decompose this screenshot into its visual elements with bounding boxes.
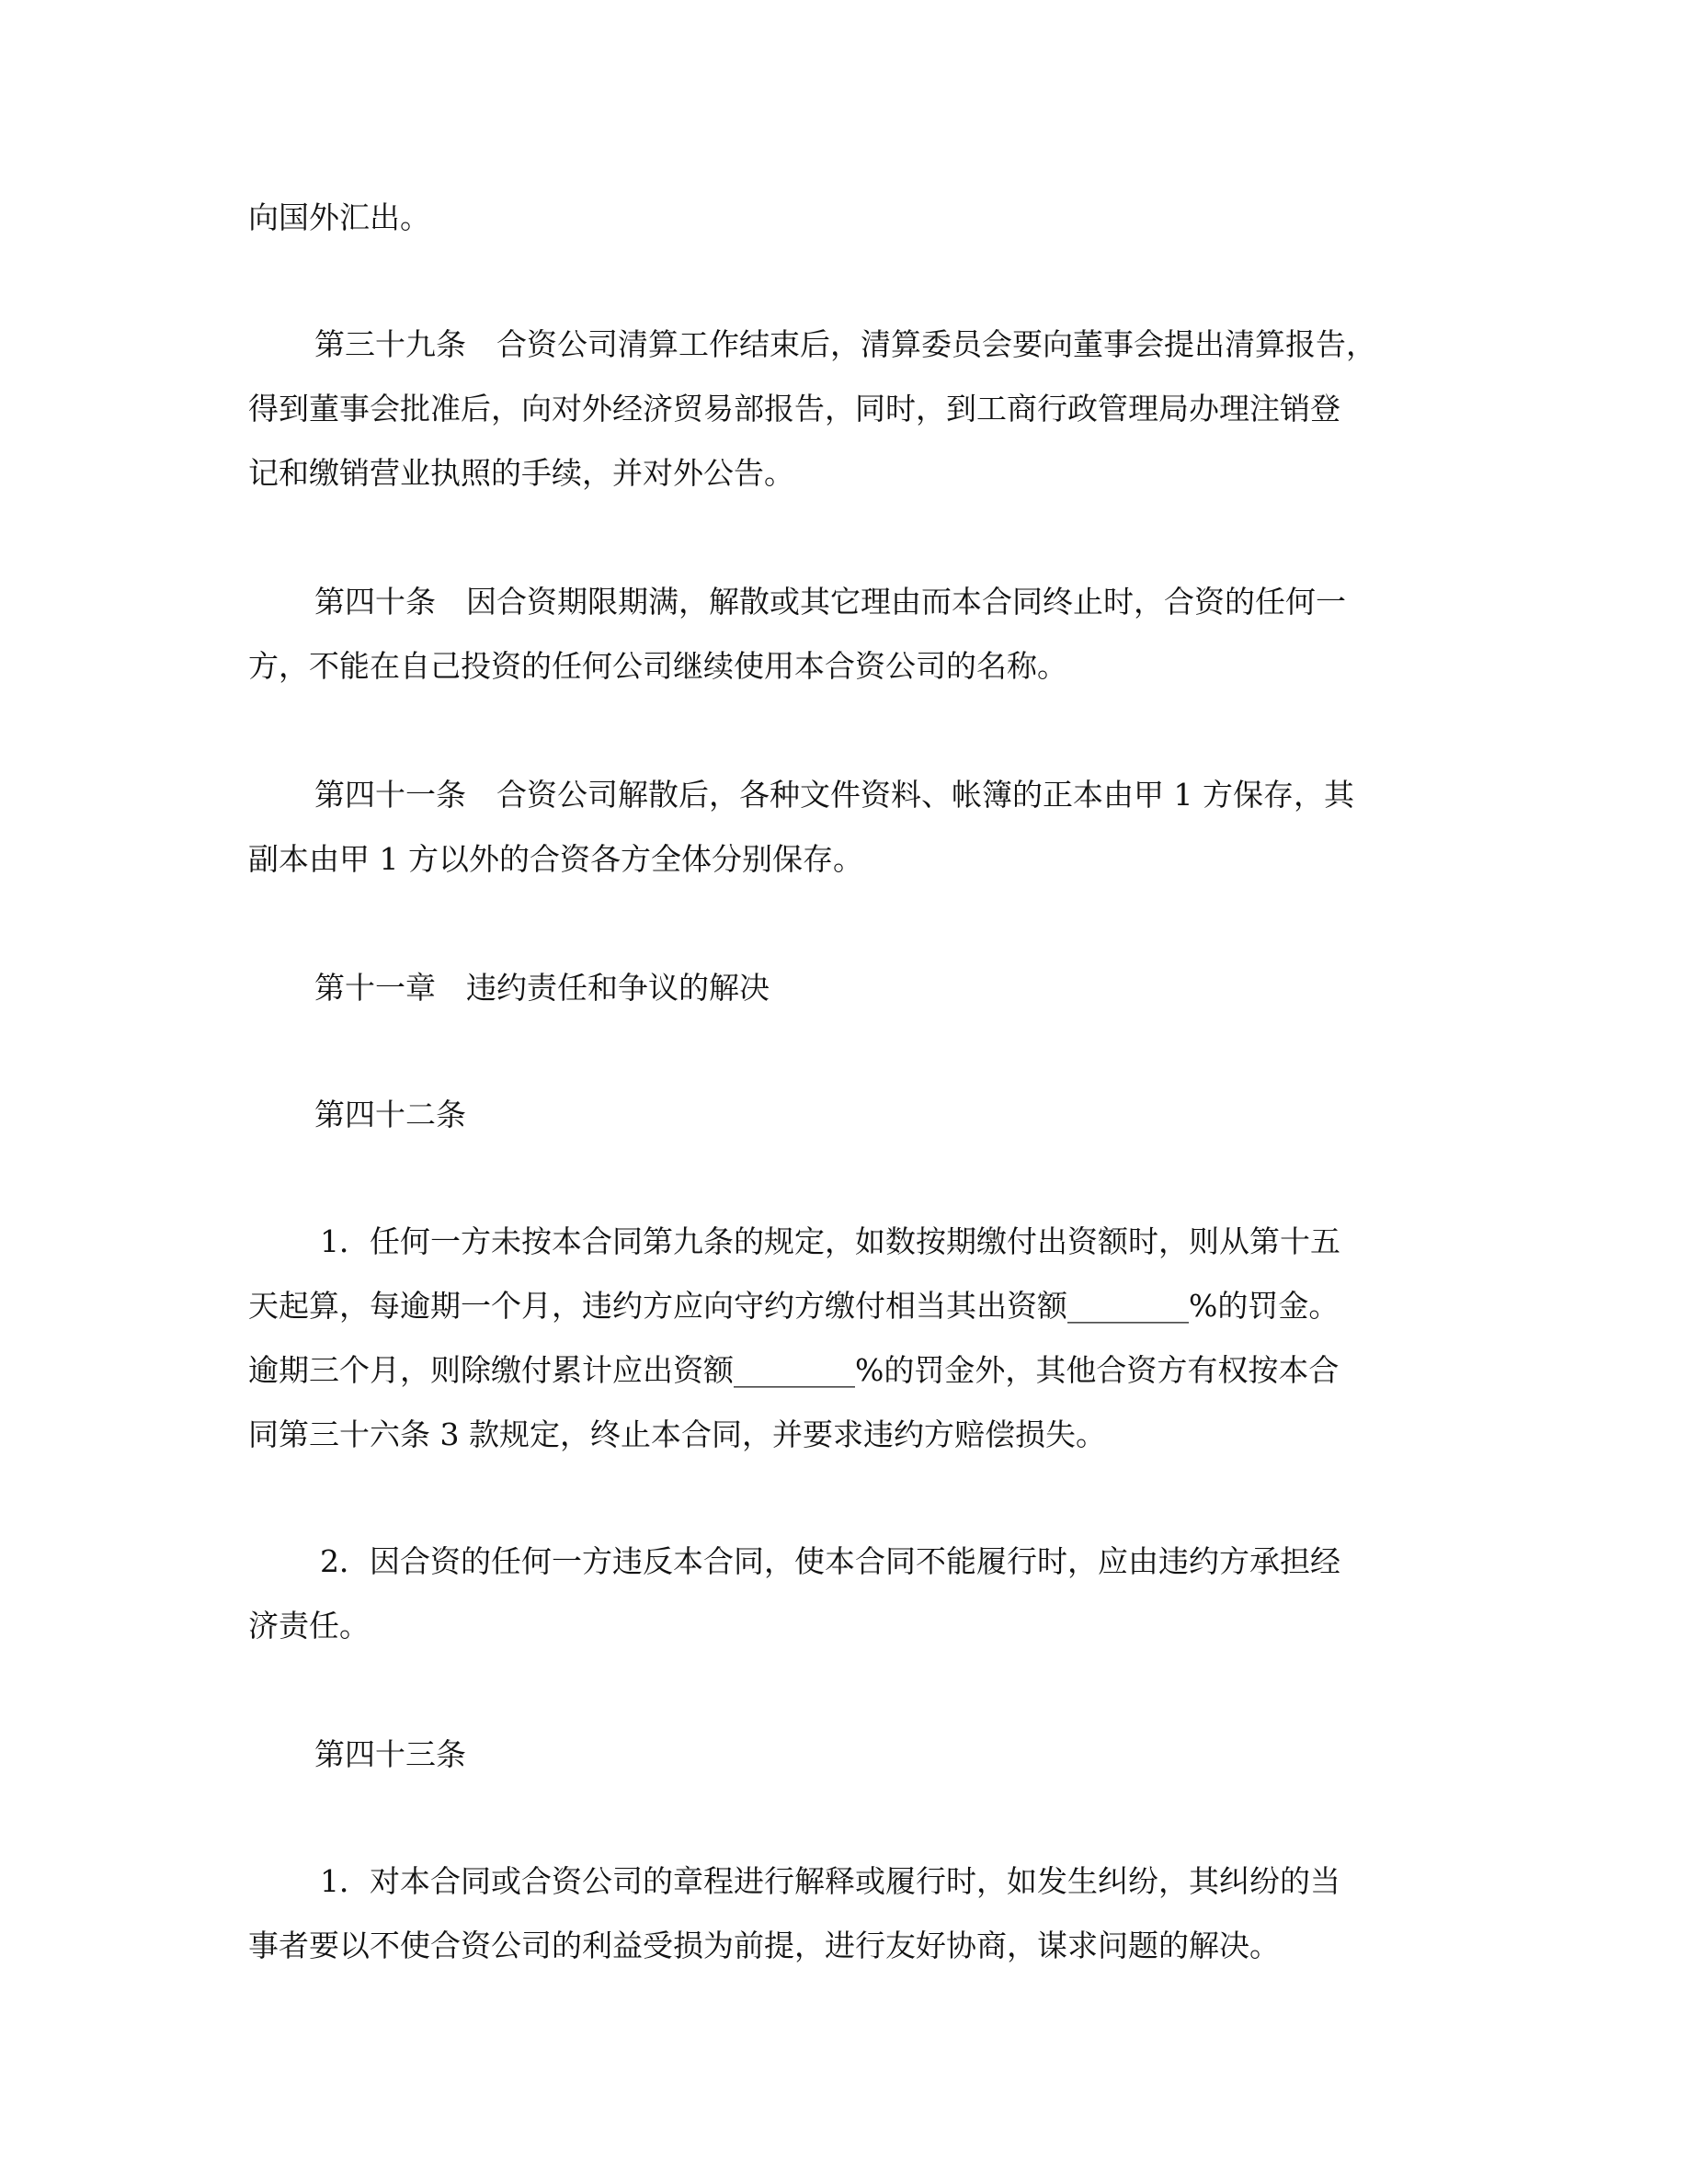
text-line: 得到董事会批准后，向对外经济贸易部报告，同时，到工商行政管理局办理注销登 <box>248 391 1340 427</box>
paragraph-continuation <box>248 186 1434 250</box>
text-line: 事者要以不使合资公司的利益受损为前提，进行友好协商，谋求问题的解决。 <box>248 1928 1280 1963</box>
article-42-heading <box>248 1083 1434 1147</box>
text-line: 2．因合资的任何一方违反本合同，使本合同不能履行时，应由违约方承担经 <box>320 1543 1340 1579</box>
text-line: 第十一章 违约责任和争议的解决 <box>314 970 770 1006</box>
text-line: 记和缴销营业执照的手续，并对外公告。 <box>248 455 794 491</box>
text-line: 第四十条 因合资期限期满，解散或其它理由而本合同终止时，合资的任何一 <box>314 584 1346 620</box>
article-43-clause-1 <box>248 1849 1434 1978</box>
text-line: 同第三十六条 3 款规定，终止本合同，并要求违约方赔偿损失。 <box>248 1416 1106 1452</box>
article-43-heading <box>248 1723 1434 1787</box>
article-42-clause-1 <box>248 1210 1434 1467</box>
article-42-clause-2 <box>248 1530 1434 1658</box>
text-line: 副本由甲 1 方以外的合资各方全体分别保存。 <box>248 841 863 877</box>
text-line: 1．对本合同或合资公司的章程进行解释或履行时，如发生纠纷，其纠纷的当 <box>320 1863 1340 1899</box>
text-line: 向国外汇出。 <box>248 199 430 235</box>
article-41 <box>248 763 1434 892</box>
text-line: 第三十九条 合资公司清算工作结束后，清算委员会要向董事会提出清算报告， <box>314 326 1376 362</box>
text-line: 第四十二条 <box>314 1097 466 1132</box>
text-line: 逾期三个月，则除缴付累计应出资额________%的罚金外，其他合资方有权按本合 <box>248 1352 1340 1388</box>
text-line: 方，不能在自己投资的任何公司继续使用本合资公司的名称。 <box>248 648 1067 684</box>
chapter-11-heading <box>248 956 1434 1020</box>
text-line: 天起算，每逾期一个月，违约方应向守约方缴付相当其出资额________%的罚金。 <box>248 1288 1340 1324</box>
text-line: 第四十三条 <box>314 1736 466 1772</box>
text-line: 1．任何一方未按本合同第九条的规定，如数按期缴付出资额时，则从第十五 <box>320 1223 1340 1259</box>
text-line: 第四十一条 合资公司解散后，各种文件资料、帐簿的正本由甲 1 方保存，其 <box>314 777 1354 813</box>
text-line: 济责任。 <box>248 1608 370 1644</box>
article-40 <box>248 570 1434 699</box>
article-39 <box>248 313 1434 506</box>
